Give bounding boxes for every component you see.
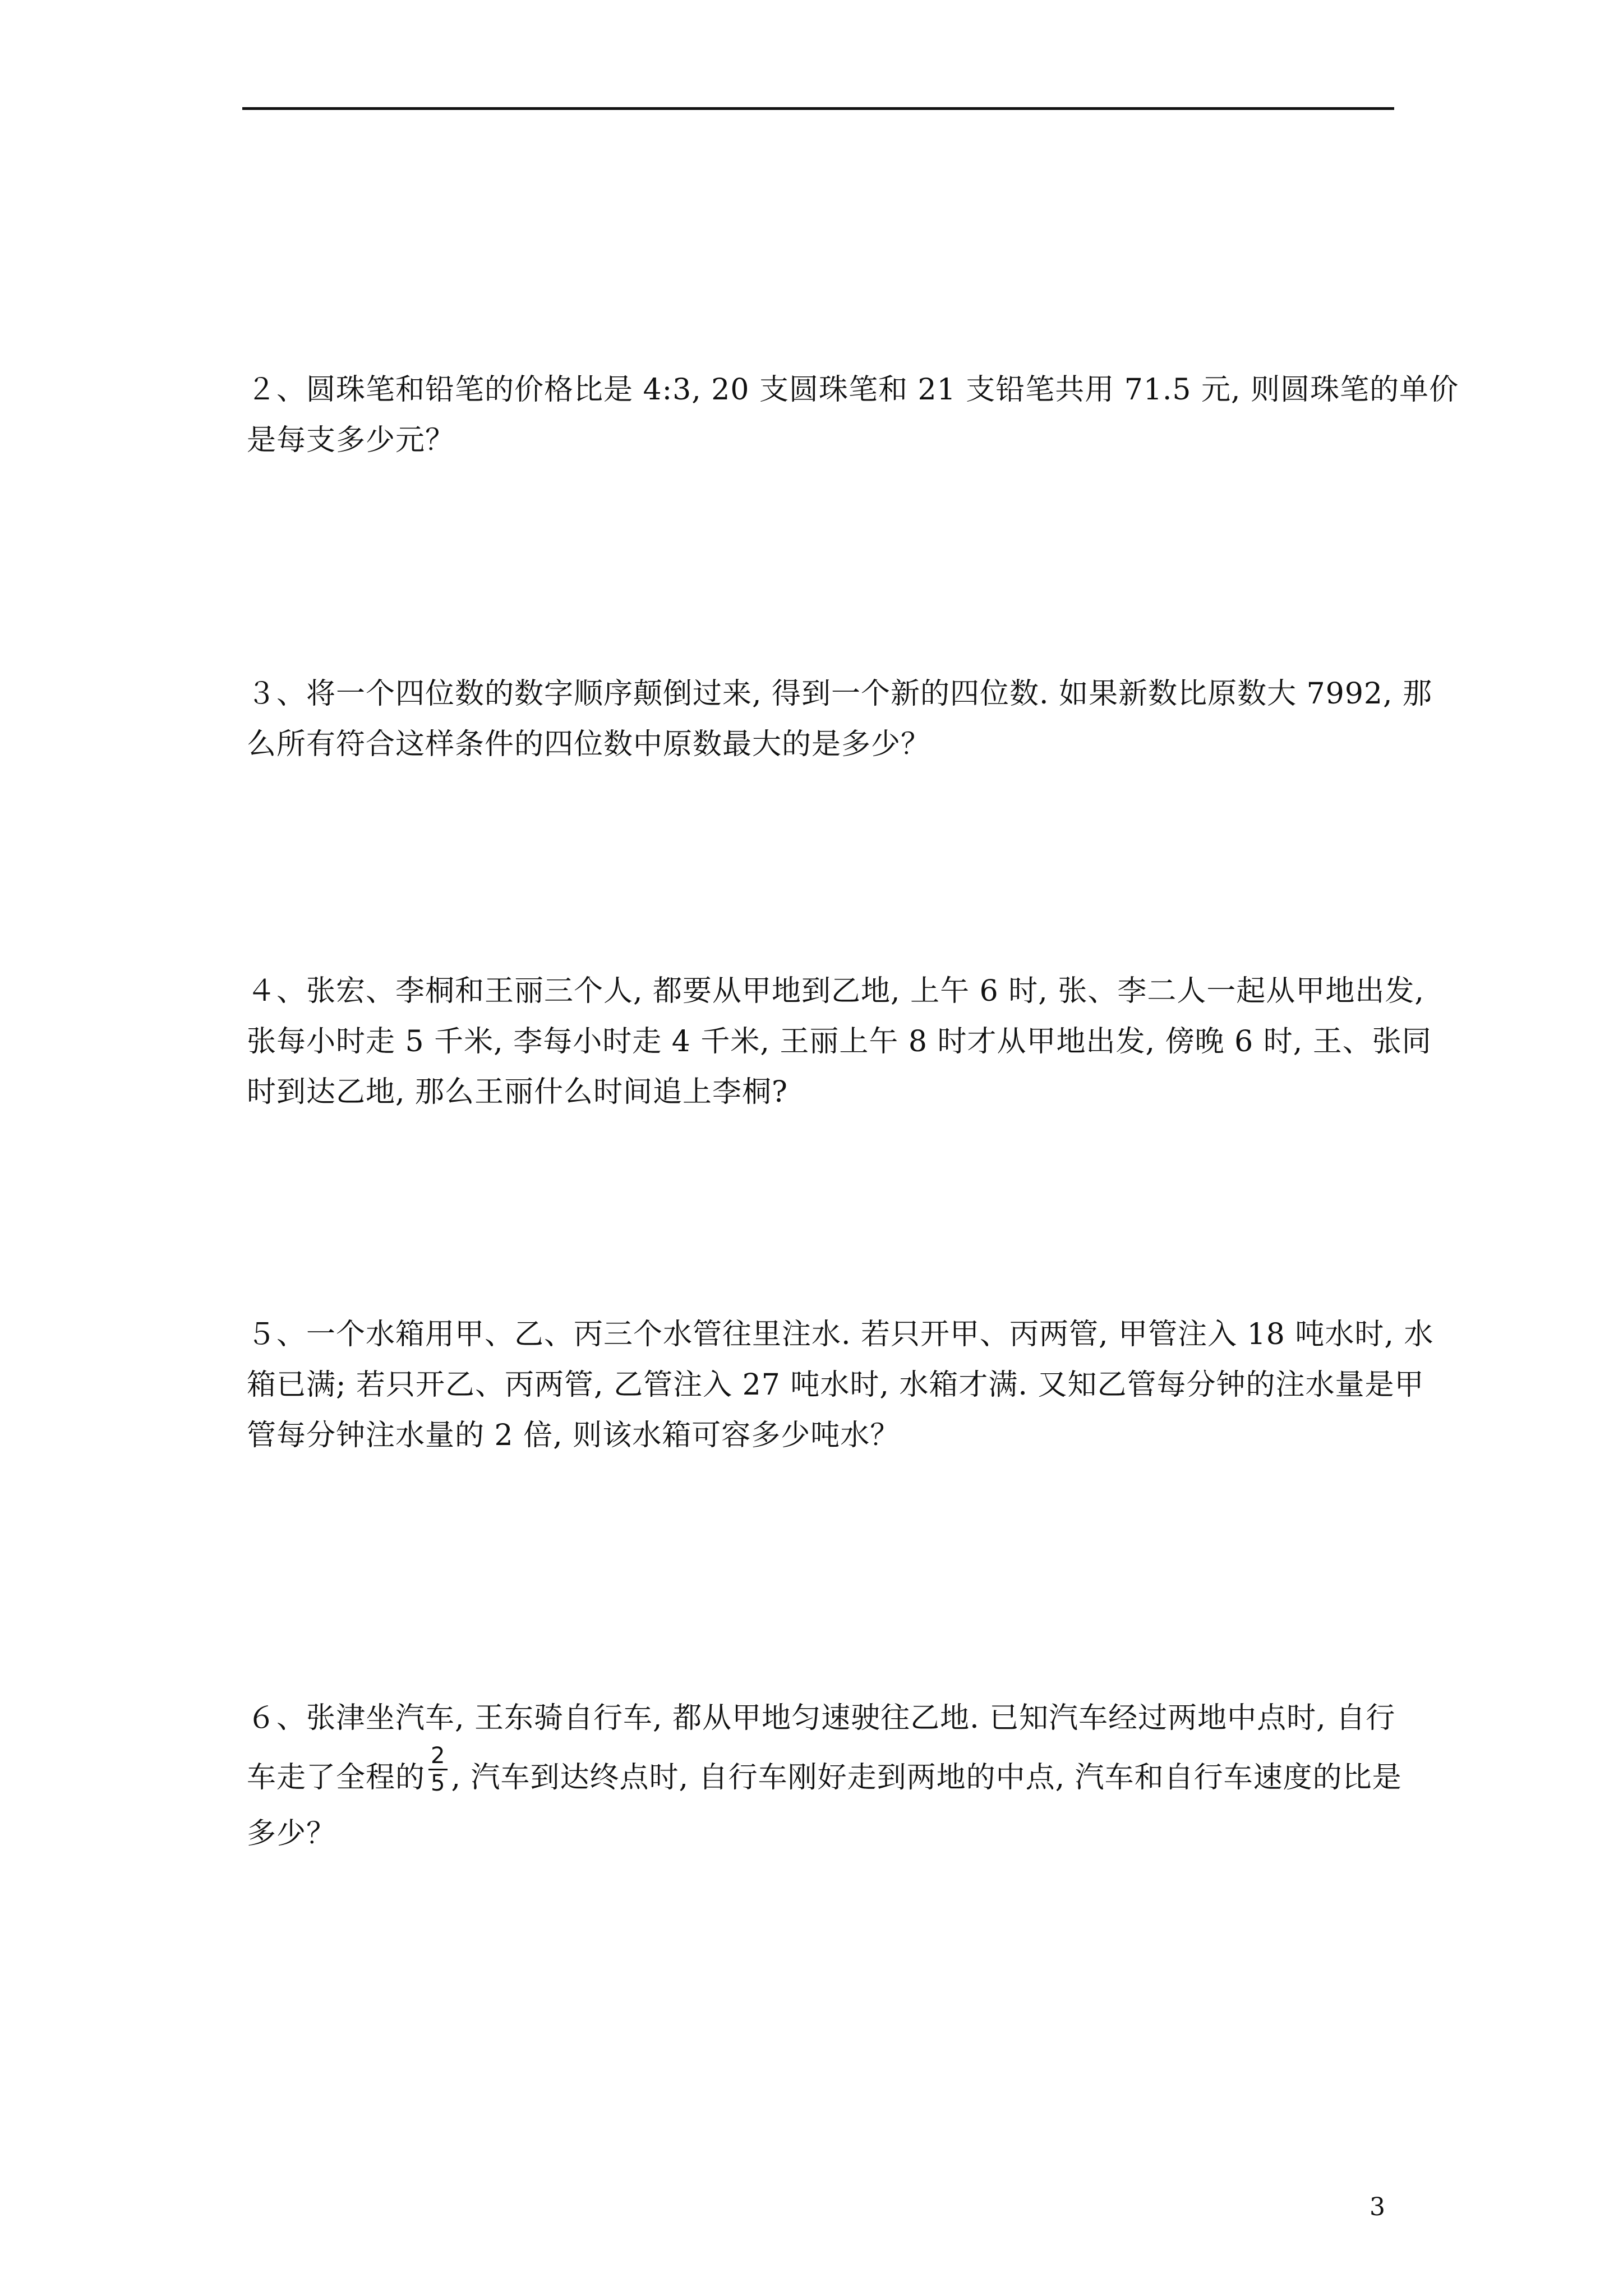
problem-2 (247, 365, 1459, 466)
problem-5-line-3: 管每分钟注水量的 2 倍, 则该水箱可容多少吨水？ (247, 1419, 900, 1452)
fraction-numerator: 2 (428, 1743, 448, 1770)
problem-4-line-3: 时到达乙地, 那么王丽什么时间追上李桐? (247, 1075, 788, 1109)
problem-2-line-1: ２、圆珠笔和铅笔的价格比是 4:3, 20 支圆珠笔和 21 支铅笔共用 71.5 元, 则圆珠笔的单价 (247, 373, 1459, 407)
problem-6-line-2-before: 车走了全程的 (247, 1761, 426, 1795)
problem-4 (247, 966, 1432, 1117)
problem-6-line-1: ６、张津坐汽车, 王东骑自行车, 都从甲地匀速驶往乙地. 已知汽车经过两地中点时, 自行 (247, 1701, 1396, 1735)
problem-2-line-2: 是每支多少元？ (247, 424, 455, 457)
page-number: 3 (1370, 2193, 1385, 2221)
problem-3 (247, 669, 1433, 770)
header-rule (242, 107, 1394, 110)
problem-3-line-1: ３、将一个四位数的数字顺序颠倒过来, 得到一个新的四位数. 如果新数比原数大 7992, 那 (247, 677, 1433, 711)
problem-3-line-2: 么所有符合这样条件的四位数中原数最大的是多少？ (247, 728, 931, 761)
problem-6-line-3: 多少？ (247, 1817, 336, 1851)
problem-6-line-2 (247, 1743, 1408, 1809)
problem-5-line-1: ５、一个水箱用甲、乙、丙三个水管往里注水. 若只开甲、丙两管, 甲管注入 18 吨水时, 水 (247, 1318, 1434, 1351)
problem-4-line-1: ４、张宏、李桐和王丽三个人, 都要从甲地到乙地, 上午 6 时, 张、李二人一起从甲地出发, (247, 974, 1424, 1008)
problem-5-line-2: 箱已满; 若只开乙、丙两管, 乙管注入 27 吨水时, 水箱才满. 又知乙管每分钟的注水量是甲 (247, 1368, 1424, 1402)
problem-6 (247, 1693, 1408, 1859)
problem-6-line-2-after: , 汽车到达终点时, 自行车刚好走到两地的中点, 汽车和自行车速度的比是 (451, 1761, 1402, 1795)
problem-4-line-2: 张每小时走 5 千米, 李每小时走 4 千米, 王丽上午 8 时才从甲地出发, 傍晚 6 时, 王、张同 (247, 1025, 1432, 1059)
fraction-two-fifths (428, 1743, 448, 1796)
problem-5 (247, 1309, 1434, 1461)
fraction-denominator: 5 (431, 1770, 446, 1796)
